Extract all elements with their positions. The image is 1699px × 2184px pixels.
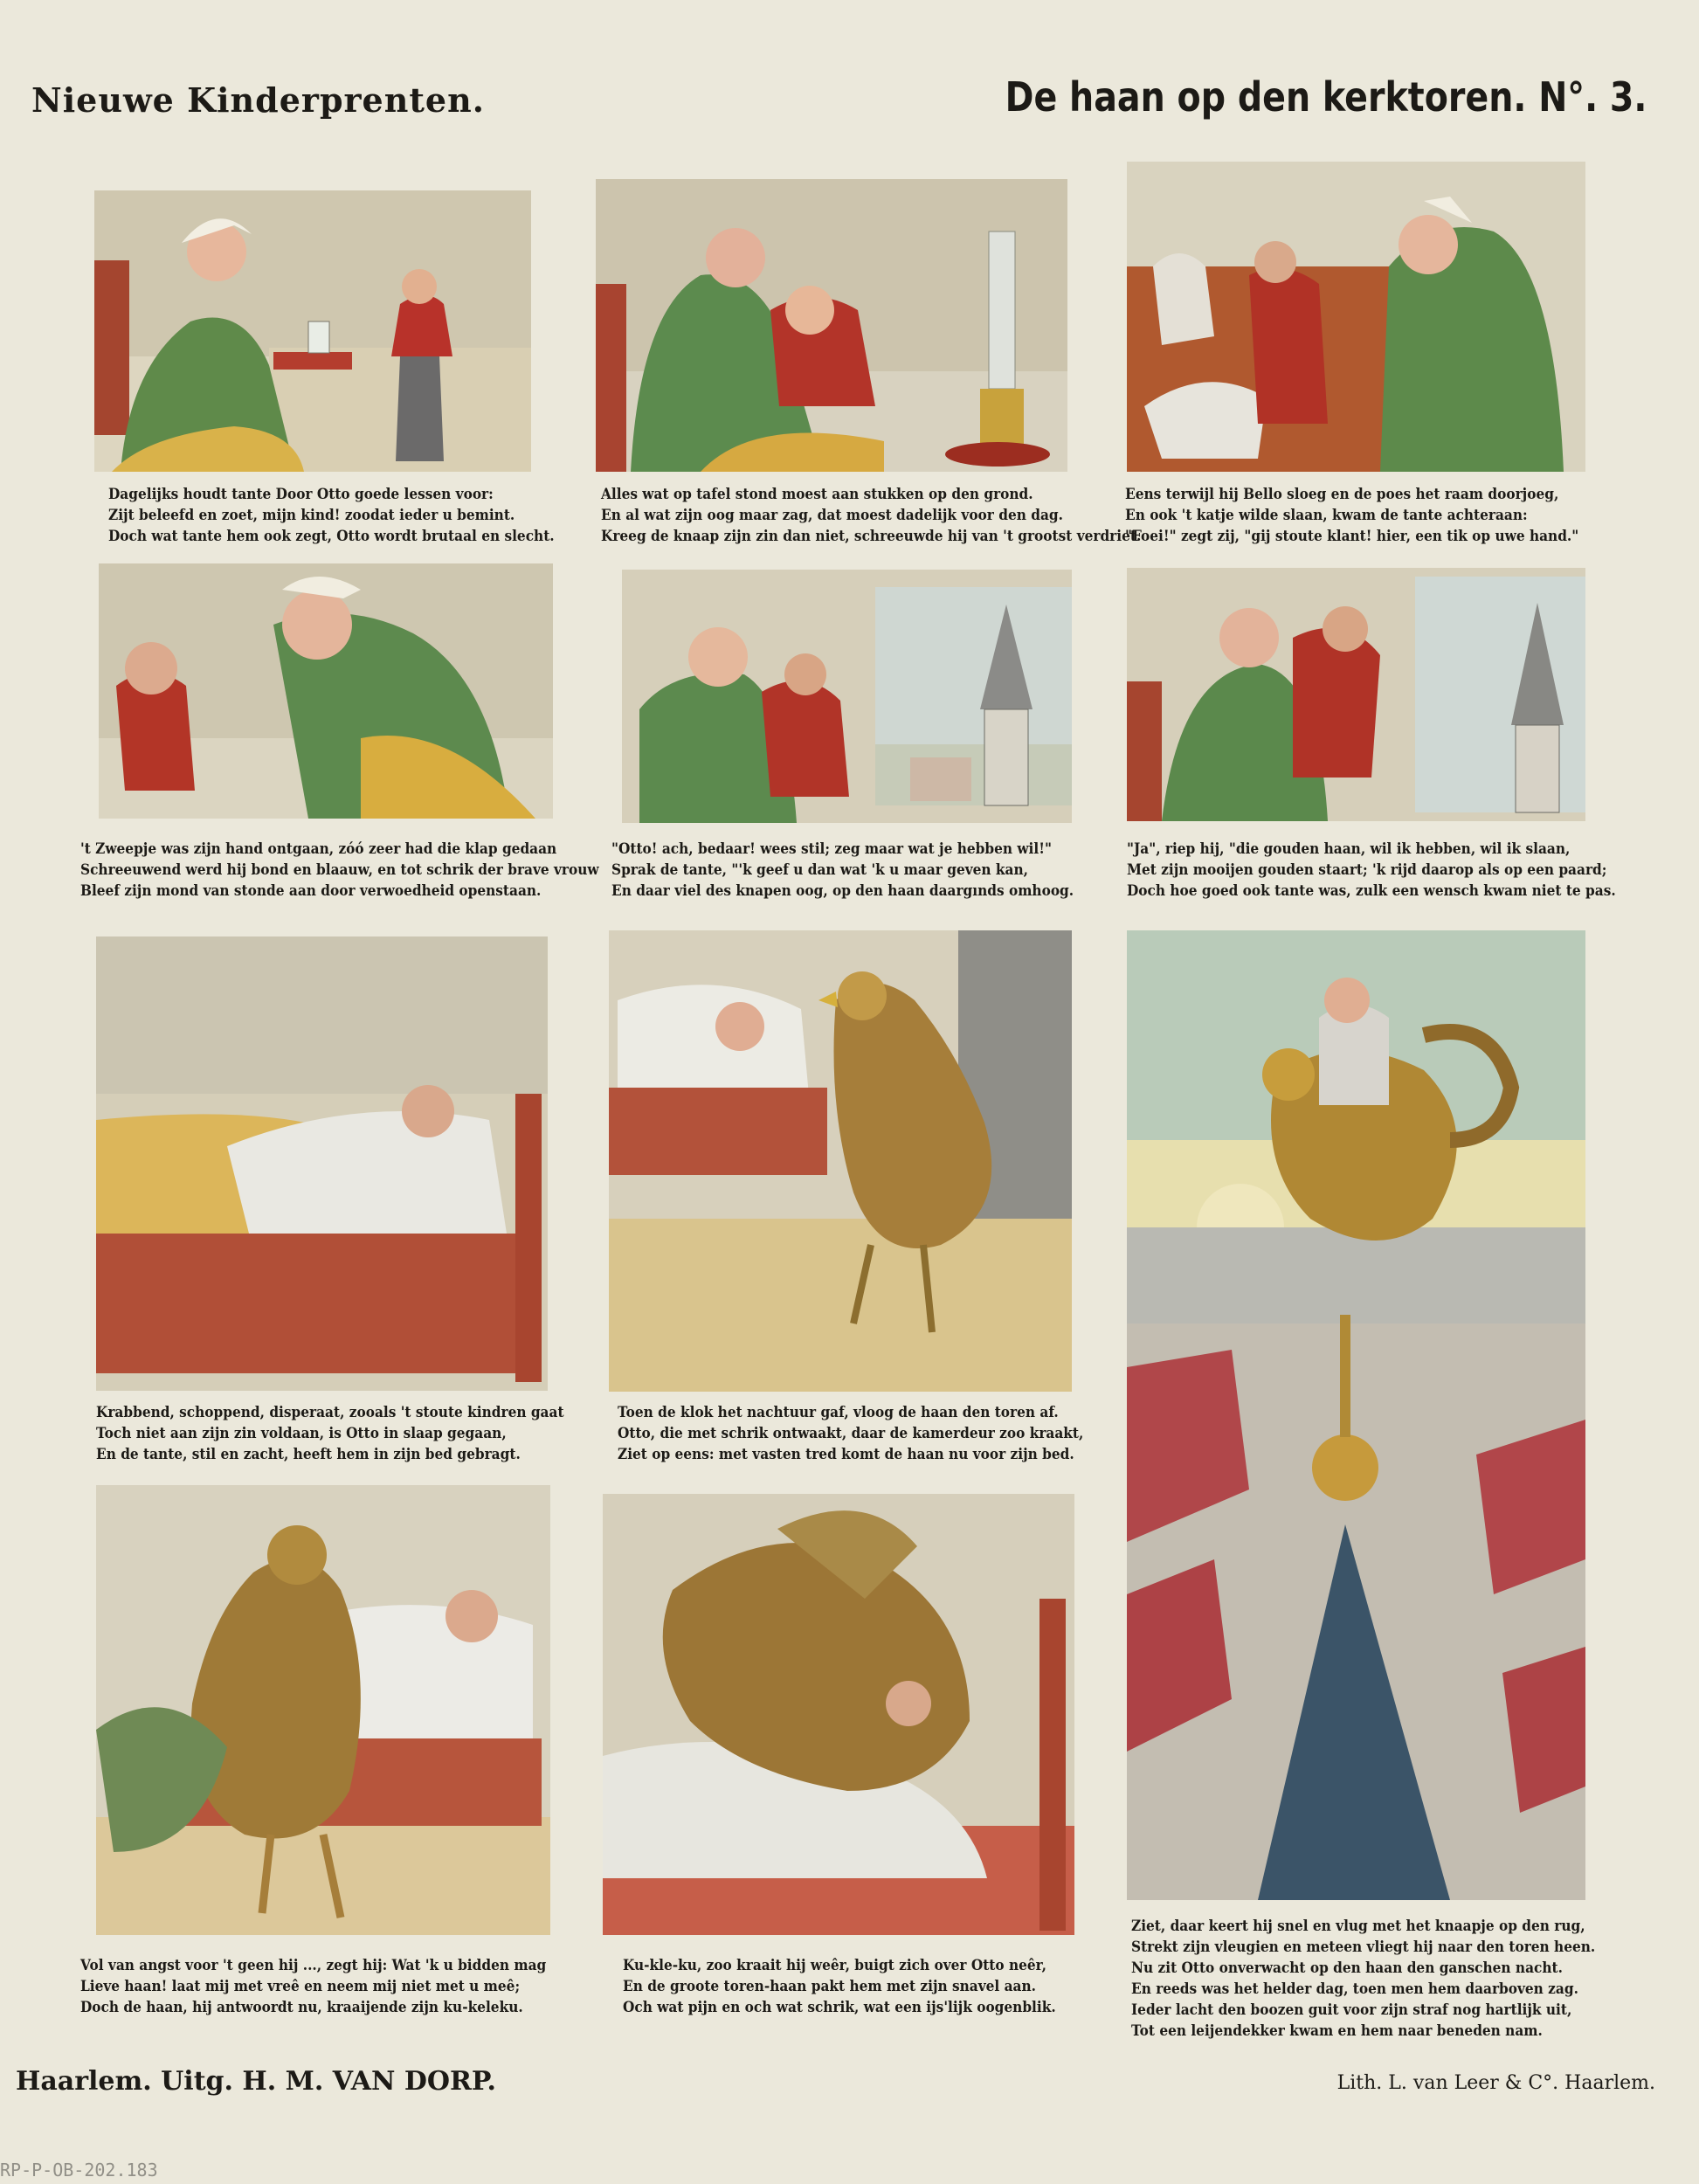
- caption-panel-5: [611, 839, 1074, 902]
- caption-line: Ziet op eens: met vasten tred komt de haan nu voor zijn bed.: [618, 1446, 1074, 1462]
- caption-line: Dagelijks houdt tante Door Otto goede lessen voor:: [108, 486, 494, 502]
- illustration-dog-cat: [1127, 162, 1585, 472]
- caption-panel-8: [618, 1402, 1083, 1465]
- caption-line: Krabbend, schoppend, disperaat, zooals 't stoute kindren gaat: [96, 1404, 564, 1420]
- caption-line: En daar viel des knapen oog, op den haan daargınds omhoog.: [611, 882, 1074, 899]
- illustration-aunt-lesson: [94, 190, 531, 472]
- illustration-rooster-grabs-otto: [603, 1494, 1074, 1935]
- publisher-imprint: Haarlem. Uitg. H. M. VAN DORP.: [16, 2066, 496, 2097]
- caption-line: "Ja", riep hij, "die gouden haan, wil ik hebben, wil ik slaan,: [1127, 840, 1571, 857]
- caption-line: Alles wat op tafel stond moest aan stukken op den grond.: [601, 486, 1033, 502]
- caption-line: "Otto! ach, bedaar! wees stil; zeg maar wat je hebben wil!": [611, 840, 1052, 857]
- caption-panel-1: [108, 484, 555, 547]
- caption-panel-4: [80, 839, 599, 902]
- illustration-rooster-arrives: [609, 930, 1072, 1392]
- caption-line: Met zijn mooijen gouden staart; 'k rijd daarop als op een paard;: [1127, 861, 1607, 878]
- caption-line: En de tante, stil en zacht, heeft hem in zijn bed gebragt.: [96, 1446, 521, 1462]
- caption-line: Tot een leijendekker kwam en hem naar beneden nam.: [1131, 2022, 1543, 2039]
- caption-line: Ku-kle-ku, zoo kraait hij weêr, buigt zich over Otto neêr,: [623, 1957, 1046, 1973]
- lithographer-imprint: Lith. L. van Leer & C°. Haarlem.: [1336, 2072, 1655, 2094]
- caption-line: En ook 't katje wilde slaan, kwam de tante achteraan:: [1125, 507, 1528, 523]
- caption-panel-3: [1125, 484, 1578, 547]
- illustration-window-rooster: [622, 570, 1072, 823]
- caption-line: Doch hoe goed ook tante was, zulk een wensch kwam niet te pas.: [1127, 882, 1616, 899]
- caption-line: Och wat pijn en och wat schrik, wat een ijs'lijk oogenblik.: [623, 1999, 1056, 2015]
- print-title: De haan op den kerktoren. N°. 3.: [1005, 73, 1647, 121]
- series-title: Nieuwe Kinderprenten.: [31, 80, 485, 120]
- illustration-tantrum-lamp: [596, 179, 1067, 472]
- caption-line: Sprak de tante, "'k geef u dan wat 'k u maar geven kan,: [611, 861, 1028, 878]
- caption-panel-10: [80, 1955, 546, 2018]
- caption-line: Eens terwijl hij Bello sloeg en de poes het raam doorjoeg,: [1125, 486, 1559, 502]
- caption-line: Lieve haan! laat mij met vreê en neem mij niet met u meê;: [80, 1978, 521, 1994]
- caption-line: Toen de klok het nachtuur gaf, vloog de haan den toren af.: [618, 1404, 1059, 1420]
- caption-line: 't Zweepje was zijn hand ontgaan, zóó zeer had die klap gedaan: [80, 840, 557, 857]
- caption-line: Kreeg de knaap zijn zin dan niet, schreeuwde hij van 't grootst verdriet.: [601, 528, 1142, 544]
- caption-line: Strekt zijn vleugien en meteen vliegt hij naar den toren heen.: [1131, 1939, 1596, 1955]
- caption-line: En al wat zijn oog maar zag, dat moest dadelijk voor den dag.: [601, 507, 1063, 523]
- illustration-rooster-crows: [96, 1485, 550, 1935]
- caption-panel-2: [601, 484, 1141, 547]
- caption-line: Vol van angst voor 't geen hij ..., zegt hij: Wat 'k u bidden mag: [80, 1957, 547, 1973]
- inventory-stamp: RP-P-OB-202.183: [0, 2160, 158, 2181]
- caption-panel-9: [1131, 1916, 1595, 2042]
- illustration-pointing-rooster: [1127, 568, 1585, 821]
- caption-line: "Foei!" zegt zij, "gij stoute klant! hier, een tik op uwe hand.": [1125, 528, 1579, 544]
- caption-line: En reeds was het helder dag, toen men hem daarboven zag.: [1131, 1980, 1578, 1997]
- caption-line: Schreeuwend werd hij bond en blaauw, en tot schrik der brave vrouw: [80, 861, 599, 878]
- caption-panel-7: [96, 1402, 564, 1465]
- caption-line: Doch de haan, hij antwoordt nu, kraaijende zijn ku-keleku.: [80, 1999, 523, 2015]
- caption-panel-6: [1127, 839, 1616, 902]
- caption-line: En de groote toren-haan pakt hem met zijn snavel aan.: [623, 1978, 1036, 1994]
- caption-line: Zijt beleefd en zoet, mijn kind! zoodat ieder u bemint.: [108, 507, 515, 523]
- illustration-slap-scream: [99, 563, 553, 819]
- caption-line: Otto, die met schrik ontwaakt, daar de kamerdeur zoo kraakt,: [618, 1425, 1084, 1441]
- caption-line: Ieder lacht den boozen guit voor zijn straf nog hartlijk uit,: [1131, 2001, 1572, 2018]
- caption-line: Doch wat tante hem ook zegt, Otto wordt brutaal en slecht.: [108, 528, 555, 544]
- illustration-asleep-in-bed: [96, 936, 548, 1391]
- caption-line: Bleef zijn mond van stonde aan door verwoedheid openstaan.: [80, 882, 542, 899]
- caption-line: Nu zit Otto onverwacht op den haan den ganschen nacht.: [1131, 1959, 1563, 1976]
- caption-panel-11: [623, 1955, 1056, 2018]
- caption-line: Ziet, daar keert hij snel en vlug met het knaapje op den rug,: [1131, 1918, 1585, 1934]
- caption-line: Toch niet aan zijn zin voldaan, is Otto in slaap gegaan,: [96, 1425, 507, 1441]
- illustration-ride-to-tower: [1127, 930, 1585, 1900]
